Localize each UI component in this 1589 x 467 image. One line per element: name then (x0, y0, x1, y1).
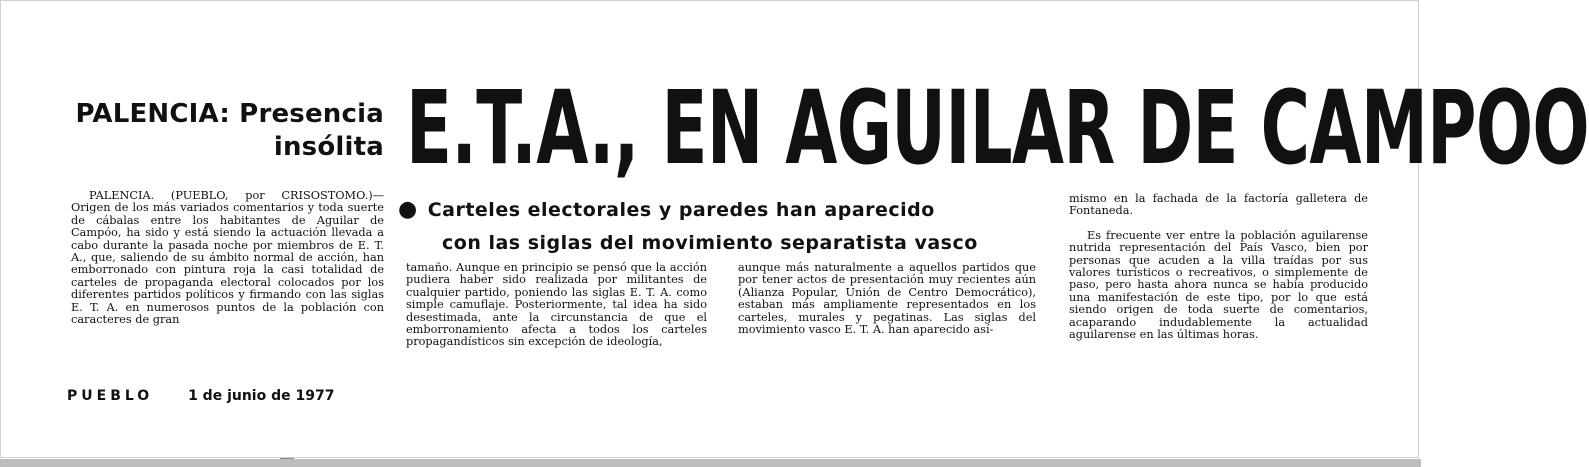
kicker-line-1: PALENCIA: Presencia (75, 99, 384, 129)
publication-name: PUEBLO (67, 388, 154, 404)
bottom-strip (0, 459, 1421, 467)
column-4-paragraph-1: mismo en la fachada de la factoría galletera de Fontaneda. (1069, 192, 1368, 218)
bullet-icon: ● (398, 197, 418, 222)
publication-date: 1 de junio de 1977 (188, 388, 335, 404)
subheadline-line-2: con las siglas del movimiento separatista vasco (442, 232, 978, 254)
footer (67, 388, 397, 404)
kicker (44, 98, 384, 164)
article-column-3 (738, 262, 1036, 336)
article-column-4 (1069, 193, 1368, 341)
column-2-text: tamaño. Aunque en principio se pensó que la acción pudiera haber sido realizada por militantes de cualquier partido, poniendo las siglas E. T. A. como simple camuflaje. Posteriormente, tal idea ha sido desestimada, ante la circunstancia de que el emborronamiento afecta a todos los carteles propagandísticos sin excepción de ideología, (406, 261, 707, 349)
subheadline (398, 193, 1038, 260)
headline: E.T.A., EN AGUILAR DE CAMPOO (406, 69, 1589, 188)
kicker-line-2: insólita (273, 132, 384, 162)
column-4-paragraph-2: Es frecuente ver entre la población aguilarense nutrida representación del País Vasco, bien por personas que acuden a la villa traídas por sus valores turísticos o recreativos, o simplemente de paso, pero hasta ahora nunca se había producido una manifestación de este tipo, por lo que está siendo origen de toda suerte de comentarios, acaparando indudablemente la actualidad aguilarense en las últimas horas. (1069, 228, 1368, 342)
column-1-text: PALENCIA. (PUEBLO, por CRISOSTOMO.)—Origen de los más variados comentarios y toda suerte de cábalas entre los habitantes de Aguilar de Campóo, ha sido y está siendo la actuación llevada a cabo durante la pasada noche por miembros de E. T. A., que, saliendo de su ámbito normal de acción, han emborronado con pintura roja la casi totalidad de carteles de propaganda electoral colocados por los diferentes partidos políticos y firmando con las siglas E. T. A. en numerosos puntos de la población con caracteres de gran (71, 189, 384, 327)
article-column-2 (406, 262, 707, 349)
article-column-1 (71, 190, 384, 326)
column-3-text: aunque más naturalmente a aquellos partidos que por tener actos de presentación muy recientes aún (Alianza Popular, Unión de Centro Democrático), estaban más ampliamente representados en los carteles, murales y pegatinas. Las siglas del movimiento vasco E. T. A. han aparecido así- (738, 261, 1036, 337)
subheadline-line-1: Carteles electorales y paredes han aparecido (427, 199, 935, 221)
